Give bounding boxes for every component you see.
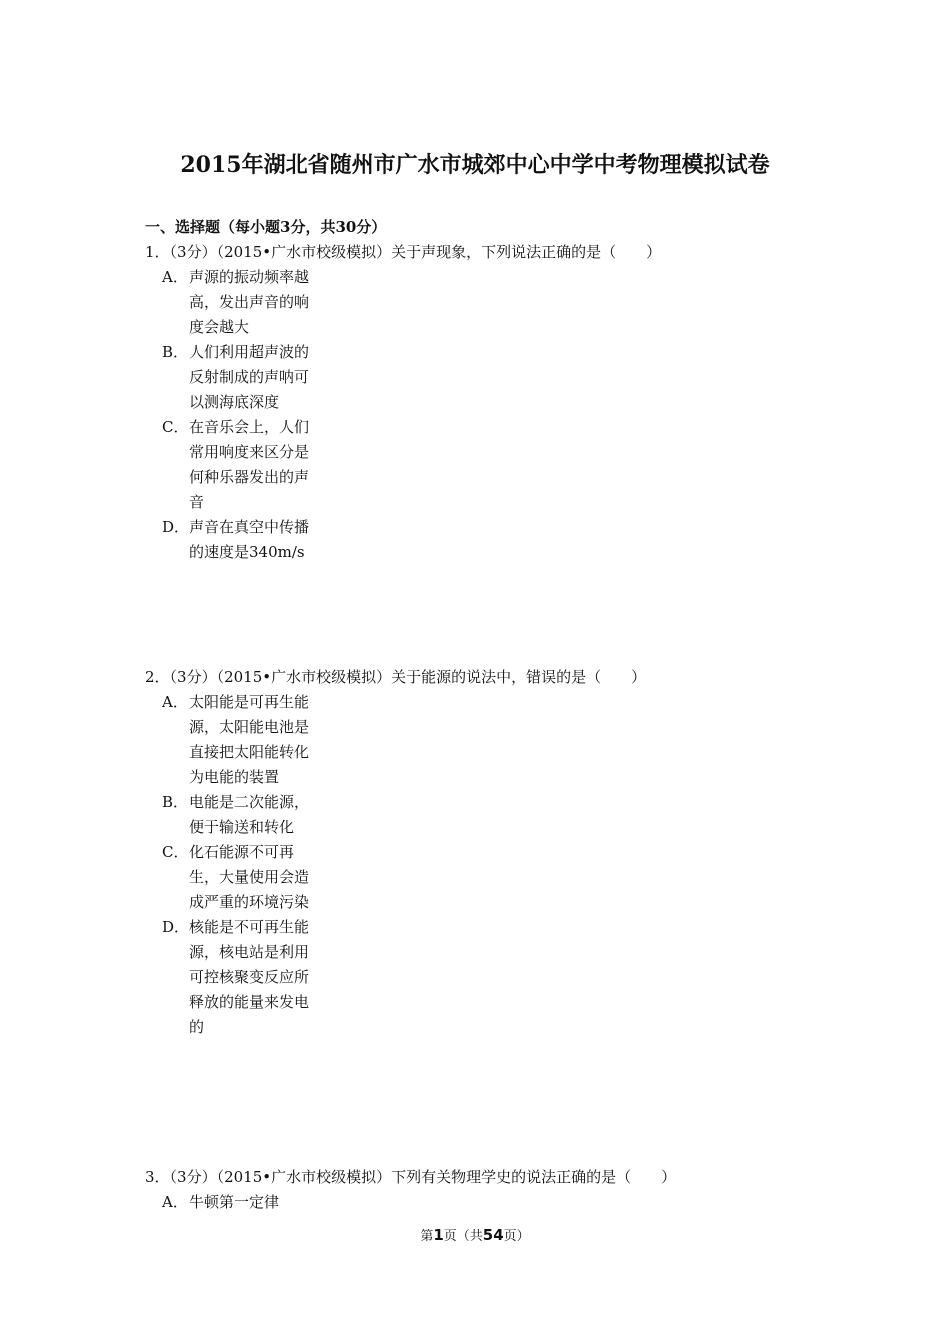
option-text: 声音在真空中传播的速度是340m/s	[189, 518, 310, 561]
footer-suffix: 页）	[503, 1229, 530, 1244]
option-d	[162, 515, 845, 565]
option-a	[162, 690, 845, 790]
option-letter: C．	[162, 843, 189, 861]
option-b	[162, 790, 845, 840]
option-d	[162, 915, 845, 1040]
option-c	[162, 415, 845, 515]
page-footer	[0, 1224, 950, 1248]
option-text: 化石能源不可再生，大量使用会造成严重的环境污染	[189, 843, 310, 911]
option-text: 人们利用超声波的反射制成的声呐可以测海底深度	[189, 343, 310, 411]
option-c	[162, 840, 845, 915]
question-stem: 1．（3分）（2015•广水市校级模拟）关于声现象，下列说法正确的是（ ）	[145, 243, 662, 261]
footer-prefix: 第	[420, 1229, 434, 1244]
option-letter: A．	[162, 693, 188, 711]
question-stem: 3．（3分）（2015•广水市校级模拟）下列有关物理学史的说法正确的是（ ）	[145, 1168, 677, 1186]
option-letter: D．	[162, 518, 190, 536]
page-number: 1	[433, 1226, 444, 1244]
option-letter: A．	[162, 268, 188, 286]
option-text: 在音乐会上，人们常用响度来区分是何种乐器发出的声音	[189, 418, 310, 511]
option-a	[162, 1190, 845, 1215]
option-letter: D．	[162, 918, 190, 936]
option-text: 电能是二次能源，便于输送和转化	[189, 793, 310, 836]
page-total: 54	[482, 1226, 504, 1244]
option-letter: B．	[162, 343, 189, 361]
document-title: 2015年湖北省随州市广水市城郊中心中学中考物理模拟试卷	[180, 152, 770, 178]
option-text: 牛顿第一定律	[189, 1193, 280, 1211]
option-text: 声源的振动频率越高，发出声音的响度会越大	[189, 268, 310, 336]
footer-middle: 页（共	[443, 1229, 483, 1244]
option-letter: B．	[162, 793, 189, 811]
option-text: 核能是不可再生能源，核电站是利用可控核聚变反应所释放的能量来发电的	[189, 918, 310, 1036]
option-text: 太阳能是可再生能源，太阳能电池是直接把太阳能转化为电能的装置	[189, 693, 310, 786]
section-heading: 一、选择题（每小题3分，共30分）	[145, 218, 387, 236]
question-3	[145, 1165, 845, 1215]
question-1	[145, 240, 845, 565]
question-stem: 2．（3分）（2015•广水市校级模拟）关于能源的说法中，错误的是（ ）	[145, 668, 647, 686]
question-2	[145, 665, 845, 1040]
option-b	[162, 340, 845, 415]
option-letter: C．	[162, 418, 189, 436]
option-a	[162, 265, 845, 340]
option-letter: A．	[162, 1193, 188, 1211]
